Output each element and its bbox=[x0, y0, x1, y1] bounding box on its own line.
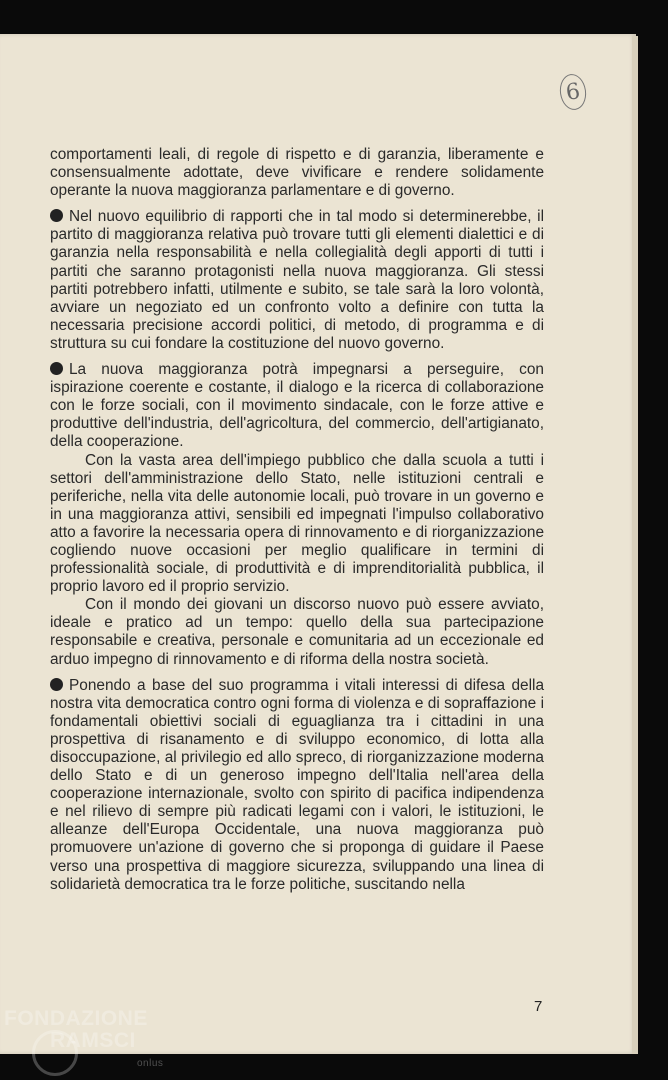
paragraph-5: Con il mondo dei giovani un discorso nuovo può essere avviato, ideale e pratico ad un tempo: quello della sua partecipazione responsabile e creativa, personale e comunitaria ad un eccezionale ed arduo impegno di rinnovamento e di riforma della nostra società. bbox=[50, 596, 544, 668]
paragraph-4: Con la vasta area dell'impiego pubblico che dalla scuola a tutti i settori dell'amministrazione dello Stato, nelle istituzioni centrali e periferiche, nella vita delle autonomie locali, può trovare in un governo e in una maggioranza attivi, sensibili ed impegnati l'impulso collaborativo atto a favorire la necessaria opera di rinnovamento e di riorganizzazione cogliendo nuove occasioni per meglio qualificare in termini di professionalità sociale, di produttività e di imprenditorialità pubblica, il proprio lavoro ed il proprio servizio. bbox=[50, 451, 544, 596]
page-edge bbox=[632, 36, 638, 1054]
bullet-icon bbox=[50, 209, 63, 222]
paragraph-3: La nuova maggioranza potrà impegnarsi a perseguire, con ispirazione coerente e costante, il dialogo e la ricerca di collaborazione con le forze sociali, con il movimento sindacale, con le forze attive e produttive dell'industria, dell'agricoltura, del commercio, dell'artigianato, della cooperazione. bbox=[50, 361, 544, 451]
handwritten-page-mark: 6 bbox=[558, 72, 589, 111]
body-text bbox=[50, 146, 544, 902]
bullet-icon bbox=[50, 678, 63, 691]
paragraph-2: Nel nuovo equilibrio di rapporti che in tal modo si determinerebbe, il partito di maggioranza relativa può trovare tutti gli elementi dialettici e di garanzia nella responsabilità e nella collegialità degli apporti di tutti i partiti che saranno protagonisti nella nuova maggioranza. Gli stessi partiti potrebbero infatti, utilmente e subito, se tale sarà la loro volontà, avviare un negoziato ed un confronto volto a definire con tutta la necessaria precisione accordi politici, di metodo, di programma e di struttura su cui fondare la costituzione del nuovo governo. bbox=[50, 208, 544, 352]
paragraph-6: Ponendo a base del suo programma i vitali interessi di difesa della nostra vita democratica contro ogni forma di violenza e di sopraffazione i fondamentali obiettivi sociali di eguaglianza tra i cittadini in una prospettiva di risanamento e di sviluppo economico, di lotta alla disoccupazione, al privilegio ed allo spreco, di riorganizzazione moderna dello Stato e di un generoso impegno dell'Italia nell'area della cooperazione internazionale, svolto con spirito di pacifica indipendenza e nel rilievo di sempre più radicati legami con i valori, le istituzioni, le alleanze dell'Europa Occidentale, una nuova maggioranza può promuovere un'azione di governo che si proponga di guidare il Paese verso una prospettiva di maggiore sicurezza, sviluppando una linea di solidarietà democratica tra le forze politiche, suscitando nella bbox=[50, 676, 544, 893]
watermark-g-icon bbox=[32, 1030, 78, 1076]
bullet-icon bbox=[50, 362, 63, 375]
watermark-logo: FONDAZIONE RAMSCI onlus bbox=[4, 1008, 148, 1052]
paragraph-1: comportamenti leali, di regole di rispetto e di garanzia, liberamente e consensualmente adottate, deve vivificare e rendere solidamente operante la nuova maggioranza parlamentare e di governo. bbox=[50, 146, 544, 200]
page-number: 7 bbox=[534, 998, 543, 1015]
